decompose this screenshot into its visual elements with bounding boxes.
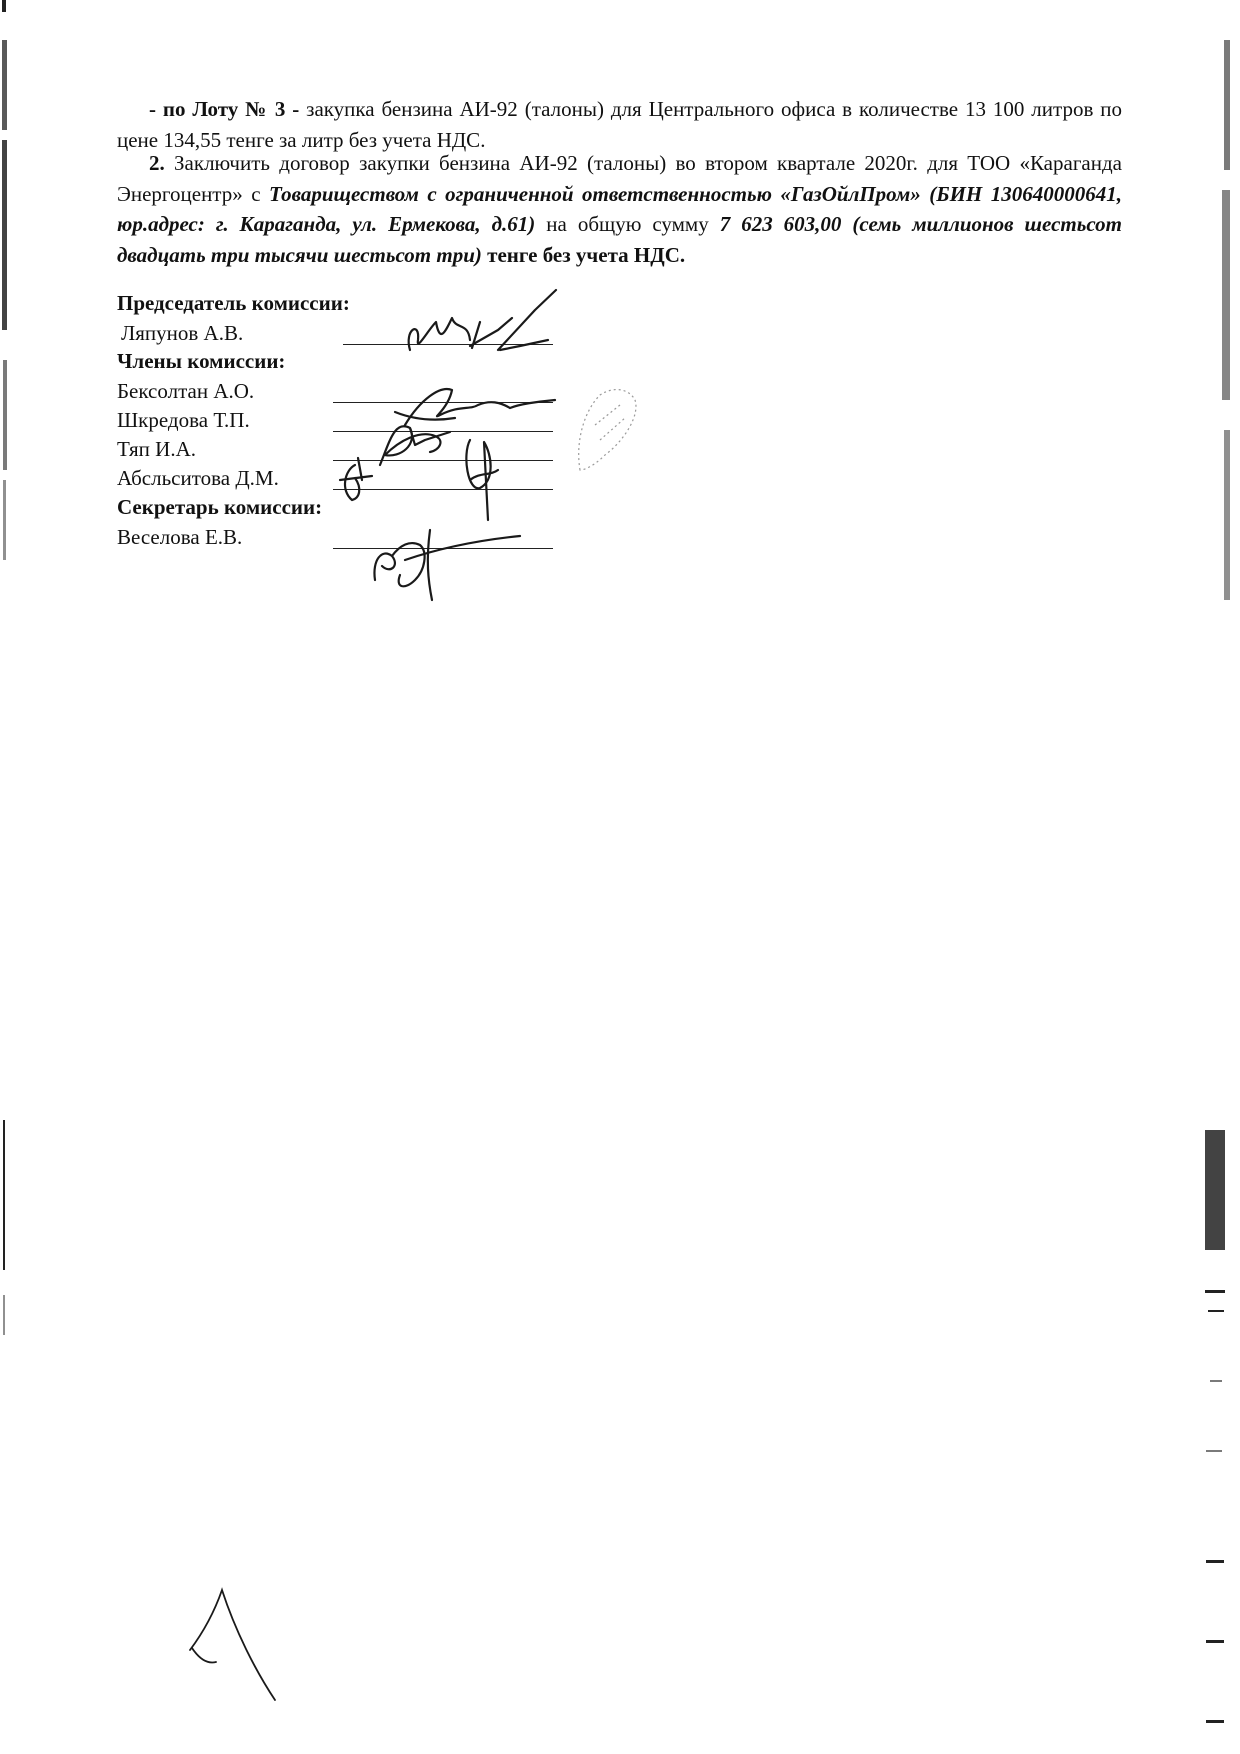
member-signature-2 xyxy=(380,426,450,465)
chair-name: Ляпунов А.В. xyxy=(121,321,244,345)
chair-signature xyxy=(409,290,556,350)
lot-3-text: закупка бензина АИ-92 (талоны) для Центрального офиса в количестве 13 100 литров по цене 134,55 тенге за литр без учета НДС. xyxy=(117,97,1123,152)
scan-edge-mark xyxy=(1224,430,1230,600)
lot-3-lead: - по Лоту № 3 - xyxy=(149,97,300,121)
scan-edge-mark xyxy=(1208,1310,1224,1312)
secretary-heading: Секретарь комиссии: xyxy=(117,495,323,519)
member-name-4: Абсльситова Д.М. xyxy=(117,466,279,490)
member-signature-4 xyxy=(340,458,372,500)
scan-edge-mark xyxy=(2,40,7,130)
member-signature-1 xyxy=(395,389,555,425)
chair-heading: Председатель комиссии: xyxy=(117,291,350,315)
item-2-text-2: на общую сумму xyxy=(535,212,720,236)
scan-edge-mark xyxy=(1205,1290,1225,1293)
scan-edge-mark xyxy=(3,360,7,470)
scan-edge-mark xyxy=(1206,1640,1224,1643)
secretary-name: Веселова Е.В. xyxy=(117,525,243,549)
scan-edge-mark xyxy=(3,1120,5,1270)
scan-edge-mark xyxy=(1224,40,1230,170)
item-2-text-1: Заключить договор закупки бензина АИ-92 (талоны) во втором квартале 2020г. для ТОО «Караганда Энергоцентр» с xyxy=(117,151,1122,206)
scan-edge-mark xyxy=(1222,190,1230,400)
contract-amount: 7 623 603,00 (семь миллионов шестьсот двадцать три тысячи шестьсот три) xyxy=(117,212,1122,267)
scan-edge-mark xyxy=(1206,1450,1222,1452)
member-name-1: Бексолтан А.О. xyxy=(117,379,255,403)
scan-edge-mark xyxy=(1206,1560,1224,1563)
scan-edge-mark xyxy=(3,1295,5,1335)
member-name-2: Шкредова Т.П. xyxy=(117,408,250,432)
scan-edge-mark xyxy=(1206,1720,1224,1723)
faded-stamp-mark xyxy=(579,390,636,470)
item-2-number: 2. xyxy=(149,151,165,175)
secretary-signature xyxy=(374,530,520,600)
member-name-3: Тяп И.А. xyxy=(117,437,197,461)
scan-edge-mark xyxy=(2,140,7,330)
scan-edge-mark xyxy=(1205,1130,1225,1250)
item-2-text-3: тенге без учета НДС. xyxy=(481,242,686,267)
scan-edge-mark xyxy=(3,480,6,560)
members-heading: Члены комиссии: xyxy=(117,349,286,373)
member-signature-3 xyxy=(466,440,498,520)
supplier-details: Товариществом с ограниченной ответственностью «ГазОйлПром» (БИН 130640000641, юр.адрес: г. Караганда, ул. Ермекова, д.61) xyxy=(117,181,1122,236)
page-corner-mark xyxy=(190,1590,275,1700)
scan-edge-mark xyxy=(2,0,6,12)
scan-edge-mark xyxy=(1210,1380,1222,1382)
